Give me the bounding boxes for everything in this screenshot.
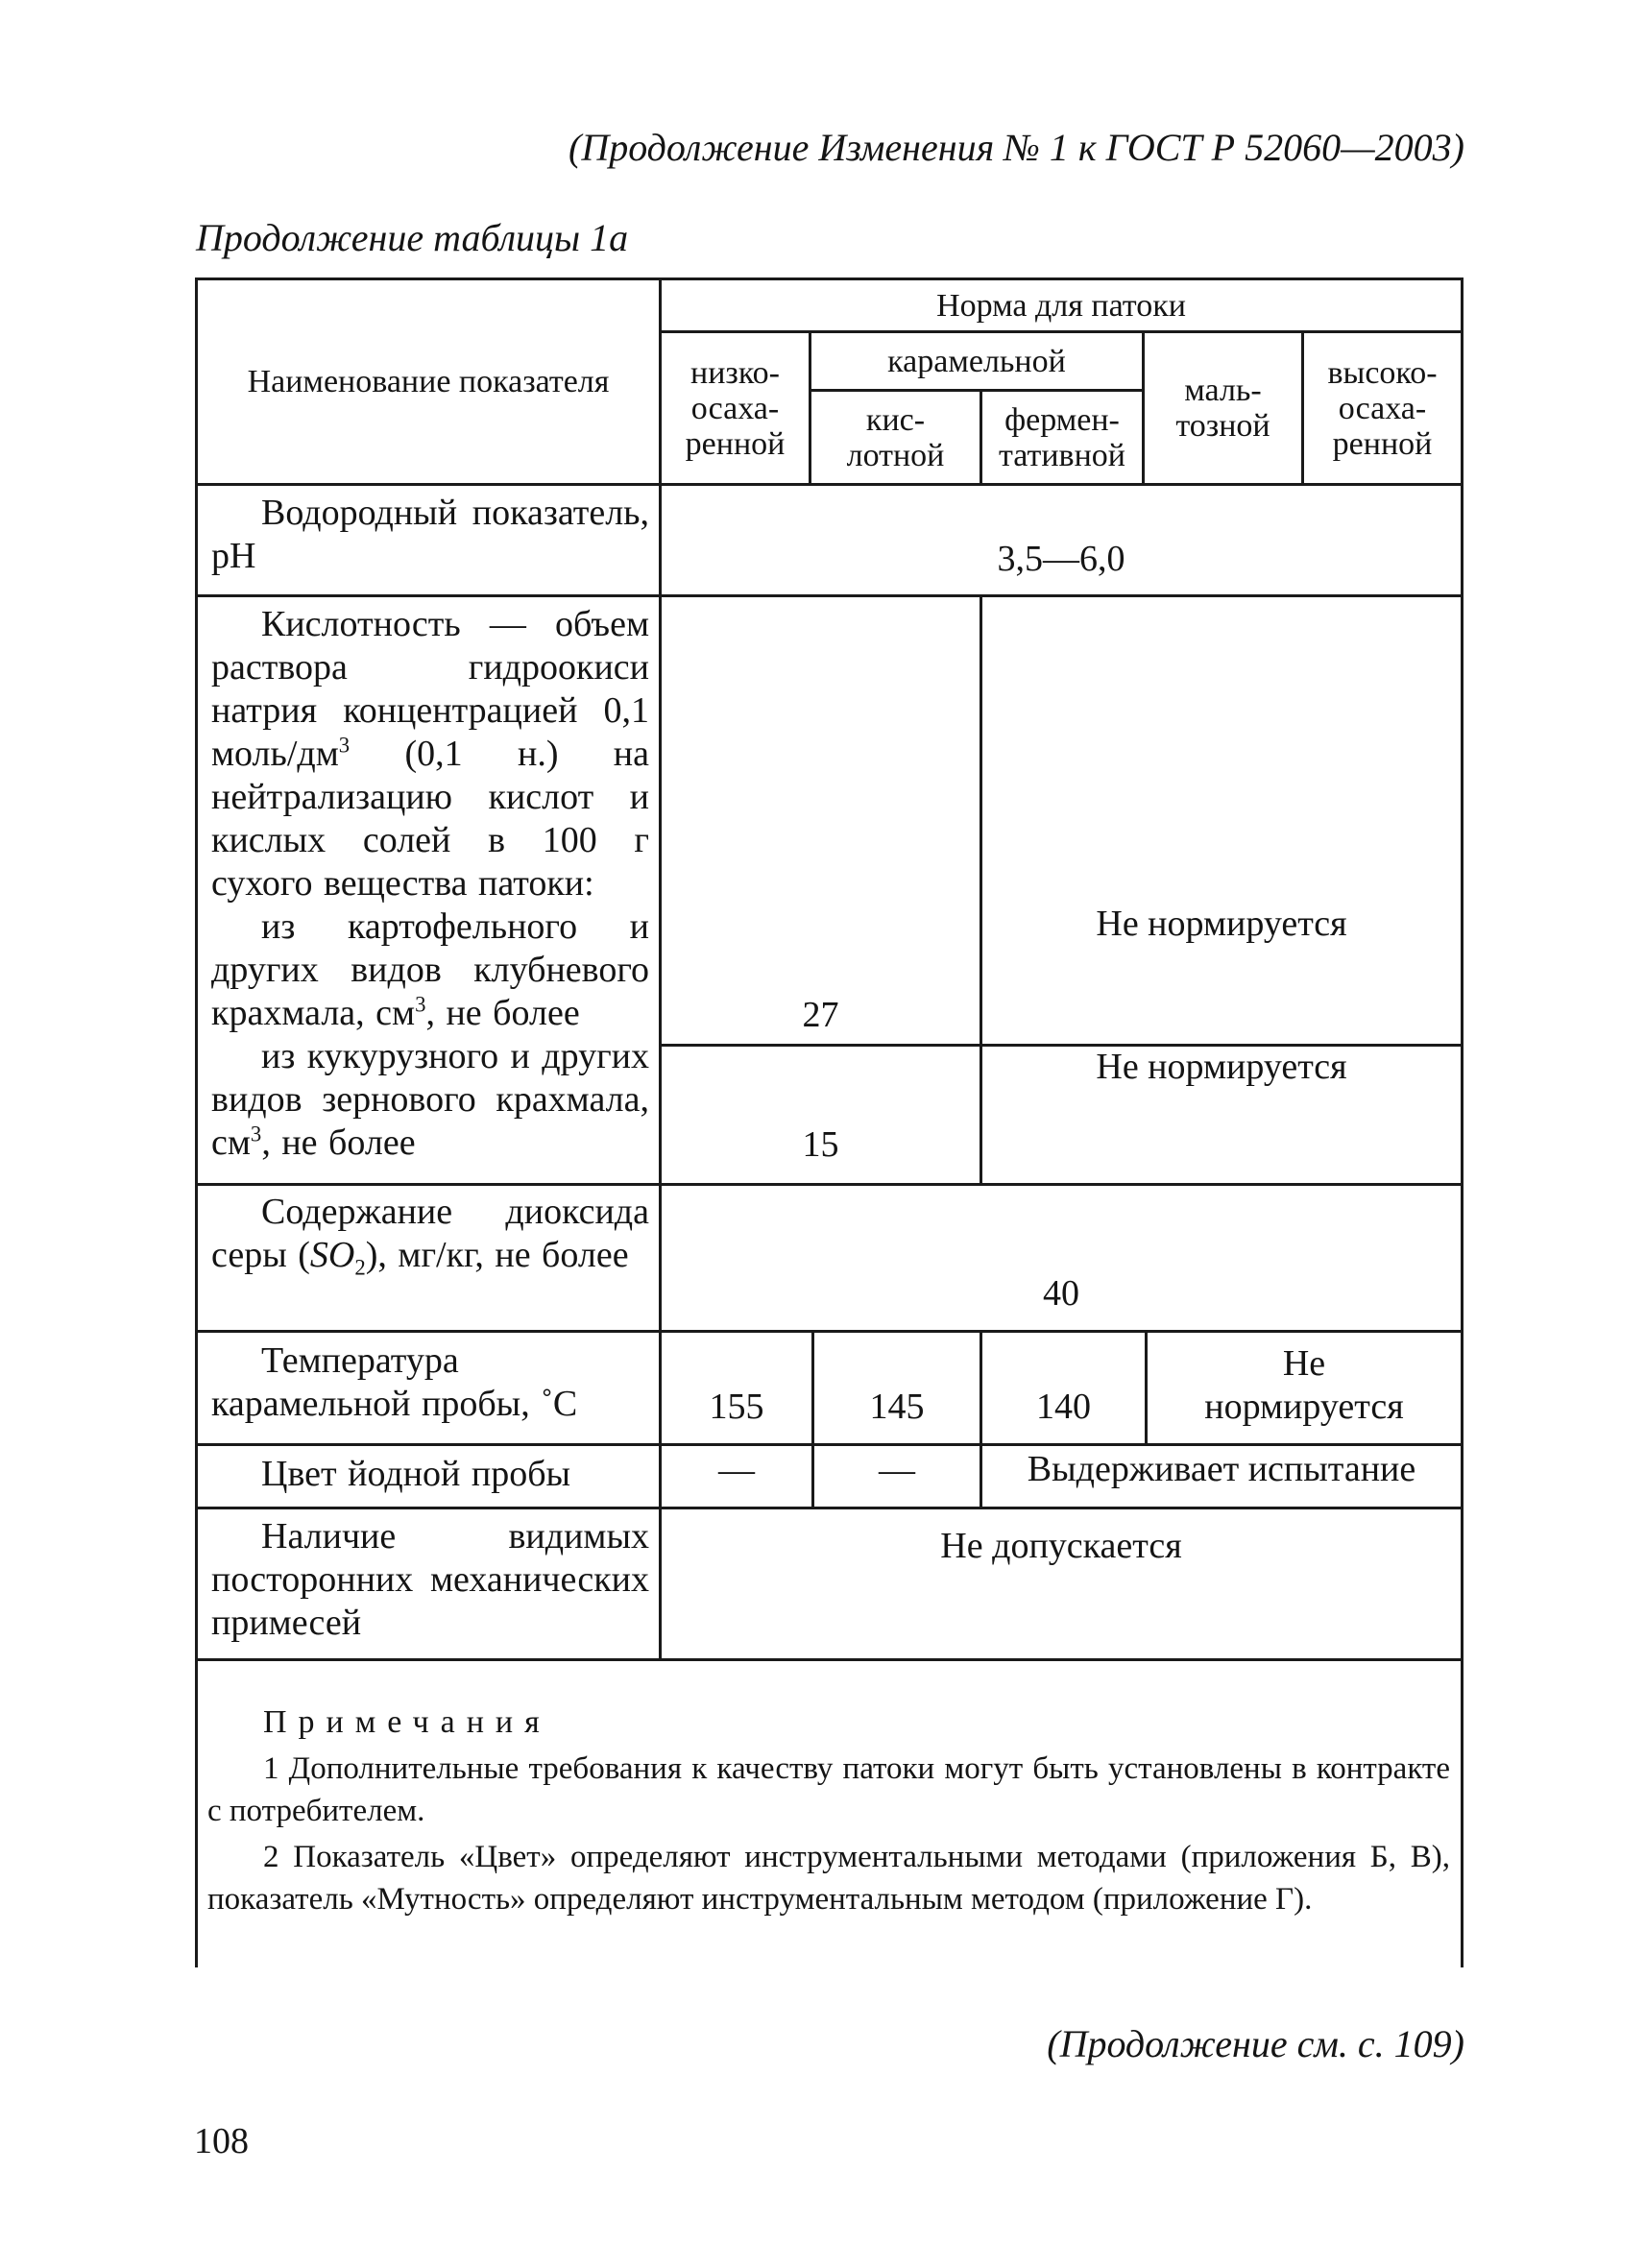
caramel-temp-low: 155	[709, 1387, 764, 1427]
column-header-maltose: маль- тозной	[1175, 373, 1270, 444]
note-1: 1 Дополнительные требования к качеству патоки могут быть установлены в контракте с потребителем.	[207, 1751, 1450, 1828]
acidity-corn-value: 15	[802, 1124, 839, 1165]
acidity-potato-not-normalized: Не нормируется	[1096, 904, 1347, 944]
row-label-ph: Водородный показатель, рН	[211, 493, 649, 576]
column-header-low-saccharified: низко- осаха- ренной	[685, 354, 786, 462]
caramel-temp-not-normalized: Не нормируется	[1204, 1343, 1404, 1427]
iodine-low: —	[718, 1450, 755, 1490]
column-header-norm: Норма для патоки	[936, 287, 1186, 324]
continuation-footer: (Продолжение см. с. 109)	[1047, 2022, 1464, 2065]
iodine-acid: —	[879, 1450, 915, 1490]
acidity-corn-not-normalized: Не нормируется	[1096, 1047, 1347, 1087]
note-2: 2 Показатель «Цвет» определяют инструментальными методами (приложения Б, В), показатель «Мутность» определяют инструментальным методом (приложение Г).	[207, 1840, 1450, 1917]
table-notes	[207, 1701, 1450, 1920]
caramel-temp-enzymatic: 140	[1036, 1387, 1091, 1427]
notes-title: Примечания	[263, 1704, 551, 1740]
row-label-acidity: Кислотность — объем раствора гидроокиси натрия концентрацией 0,1 моль/$дм^3$ (0,1 н.) на нейтрализацию кислот и кислых солей в 100 г сухого вещества патоки: из картофельного и других видов клубневого крахмала, $см^3$, не более из кукурузного и других видов зернового крахмала, $см^3$, не более	[211, 604, 649, 1163]
caramel-temp-acid: 145	[869, 1387, 925, 1427]
row-value-impurities: Не допускается	[940, 1526, 1182, 1566]
row-value-ph: 3,5—6,0	[997, 539, 1125, 579]
row-label-so2: Содержание диоксида серы $(SO_2)$, мг/кг, не более	[211, 1192, 649, 1280]
column-header-high-saccharified: высоко- осаха- ренной	[1327, 354, 1438, 462]
column-header-indicator: Наименование показателя	[247, 364, 610, 399]
page-number: 108	[194, 2121, 249, 2161]
continuation-header: (Продолжение Изменения № 1 к ГОСТ Р 52060—2003)	[568, 126, 1464, 169]
table-caption: Продолжение таблицы 1а	[196, 216, 629, 259]
row-label-impurities: Наличие видимых посторонних механических примесей	[211, 1516, 649, 1643]
iodine-passes-test: Выдерживает испытание	[1027, 1449, 1416, 1489]
acidity-potato-value: 27	[802, 995, 839, 1035]
row-label-caramel-temp: Температура карамельной пробы, ˚С	[211, 1340, 578, 1424]
row-label-iodine: Цвет йодной пробы	[261, 1454, 571, 1494]
column-header-enzymatic: фермен- тативной	[999, 401, 1125, 473]
column-header-caramel: карамельной	[887, 343, 1066, 379]
row-value-so2: 40	[1043, 1273, 1079, 1314]
column-header-acid: кис- лотной	[846, 401, 945, 473]
